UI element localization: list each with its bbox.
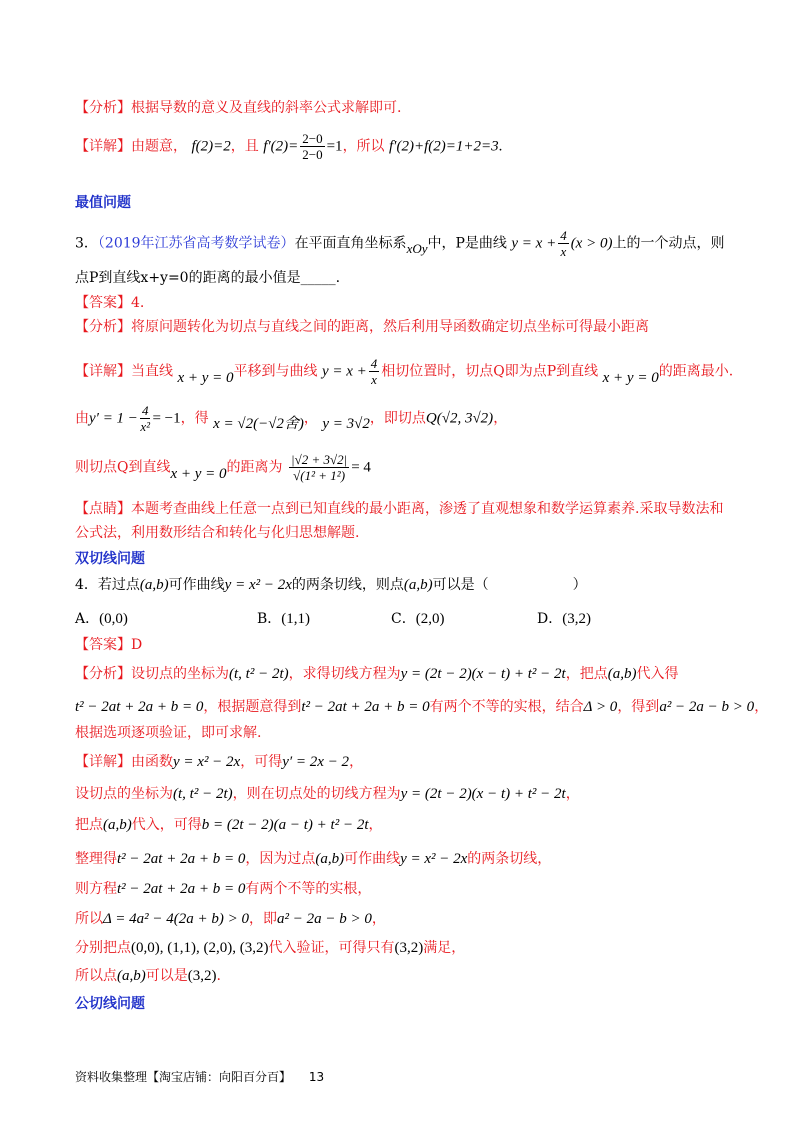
option-b: B．(1,1): [257, 611, 311, 627]
detail-tag: 【详解】: [75, 138, 131, 155]
section-heading-common: 公切线问题: [75, 996, 145, 1012]
footer-text: 资料收集整理【淘宝店铺：向阳百分百】: [75, 1070, 292, 1084]
fraction: $\frac{4}{x}$: [560, 228, 567, 259]
p4-detail-line6: 所以Δ = 4a² − 4(2a + b) > 0，即a² − 2a − b > 0，: [75, 911, 386, 927]
p4-answer-line: 【答案】D: [75, 637, 143, 653]
fraction: $\frac{2-0}{2-0}$: [302, 131, 323, 162]
p3-comment-line1: 【点睛】本题考查曲线上任意一点到已知直线的最小距离，渗透了直观想象和数学运算素养.采取导数法和: [75, 501, 724, 517]
fraction: $\frac{|√2 + 3√2|}{\text{√(1² + 1²)}}$: [291, 452, 348, 483]
p3-detail-line1: 【详解】当直线 x + y = 0平移到与曲线 y = x + $\frac{4}{x}$ 相切位置时，切点Q即为点P到直线 x + y = 0的距离最小.: [75, 356, 734, 387]
p4-detail-line3: 把点(a,b)代入，可得b = (2t − 2)(a − t) + t² − 2t，: [75, 817, 383, 833]
p4-analysis-line1: 【分析】设切点的坐标为(t, t² − 2t)，求得切线方程为y = (2t − 2)(x − t) + t² − 2t，把点(a,b)代入得: [75, 666, 679, 682]
p2-detail-line: 【详解】由题意， f(2)=2，且 f′(2)= $\frac{2-0}{2-0}$ =1，所以 f′(2)+f(2)=1+2=3.: [75, 131, 503, 162]
source-label: （2019年江苏省高考数学试卷）: [97, 235, 295, 252]
section-heading-max: 最值问题: [75, 195, 131, 211]
p3-answer-line: 【答案】4.: [75, 295, 145, 311]
p3-detail-line2: 由y′ = 1 − $\frac{4}{\text{x²}}$ = −1，得 x = √2(−√2舍)， y = 3√2，即切点Q(√2, 3√2)，: [75, 403, 508, 434]
fraction: $\frac{4}{\text{x²}}$: [140, 403, 151, 434]
option-a: A．(0,0): [75, 611, 128, 627]
math-eq: f(2)=2: [191, 138, 231, 155]
section-heading-double: 双切线问题: [75, 551, 145, 567]
option-c: C．(2,0): [391, 611, 445, 627]
p3-detail-line3: 则切点Q到直线x + y = 0的距离为 $\frac{|√2 + 3√2|}{\text{√(1² + 1²)}}$ = 4: [75, 452, 371, 483]
p4-analysis-line2: t² − 2at + 2a + b = 0，根据题意得到t² − 2at + 2a + b = 0有两个不等的实根，结合Δ > 0，得到a² − 2a − b > 0，: [75, 699, 769, 715]
analysis-text: 根据导数的意义及直线的斜率公式求解即可.: [131, 100, 402, 116]
p4-detail-line8: 所以点(a,b)可以是(3,2).: [75, 968, 221, 984]
p3-analysis-line: 【分析】将原问题转化为切点与直线之间的距离，然后利用导函数确定切点坐标可得最小距离: [75, 319, 649, 335]
p4-detail-line2: 设切点的坐标为(t, t² − 2t)，则在切点处的切线方程为y = (2t − 2)(x − t) + t² − 2t，: [75, 786, 580, 802]
p3-comment-line2: 公式法，利用数形结合和转化与化归思想解题.: [75, 525, 360, 541]
analysis-tag: 【分析】: [75, 100, 131, 116]
p4-analysis-line3: 根据选项逐项验证，即可求解.: [75, 725, 262, 741]
p3-question-line2: 点P到直线x+y=0的距离的最小值是_____.: [75, 270, 341, 286]
math-eq: f′(2)+f(2)=1+2=3: [389, 138, 499, 155]
p2-analysis-line: [75, 98, 401, 118]
fraction: $\frac{4}{x}$: [370, 356, 378, 387]
p4-detail-line7: 分别把点(0,0), (1,1), (2,0), (3,2)代入验证，可得只有(3,2)满足，: [75, 940, 466, 956]
page-footer: [75, 1068, 324, 1085]
page-number: 13: [308, 1070, 325, 1084]
option-d: D．(3,2): [537, 611, 591, 627]
p4-question: 4．若过点(a,b)可作曲线y = x² − 2x的两条切线，则点(a,b)可以是（ ）: [75, 577, 587, 593]
p4-detail-line5: 则方程t² − 2at + 2a + b = 0有两个不等的实根，: [75, 881, 372, 897]
p4-detail-line4: 整理得t² − 2at + 2a + b = 0，因为过点(a,b)可作曲线y = x² − 2x的两条切线，: [75, 851, 552, 867]
p3-question-line1: 3．（2019年江苏省高考数学试卷）在平面直角坐标系xOy中，P是曲线 y = x + $\frac{4}{x}$ (x > 0)上的一个动点，则: [75, 228, 725, 259]
p4-detail-line1: 【详解】由函数y = x² − 2x，可得y′ = 2x − 2，: [75, 754, 364, 770]
